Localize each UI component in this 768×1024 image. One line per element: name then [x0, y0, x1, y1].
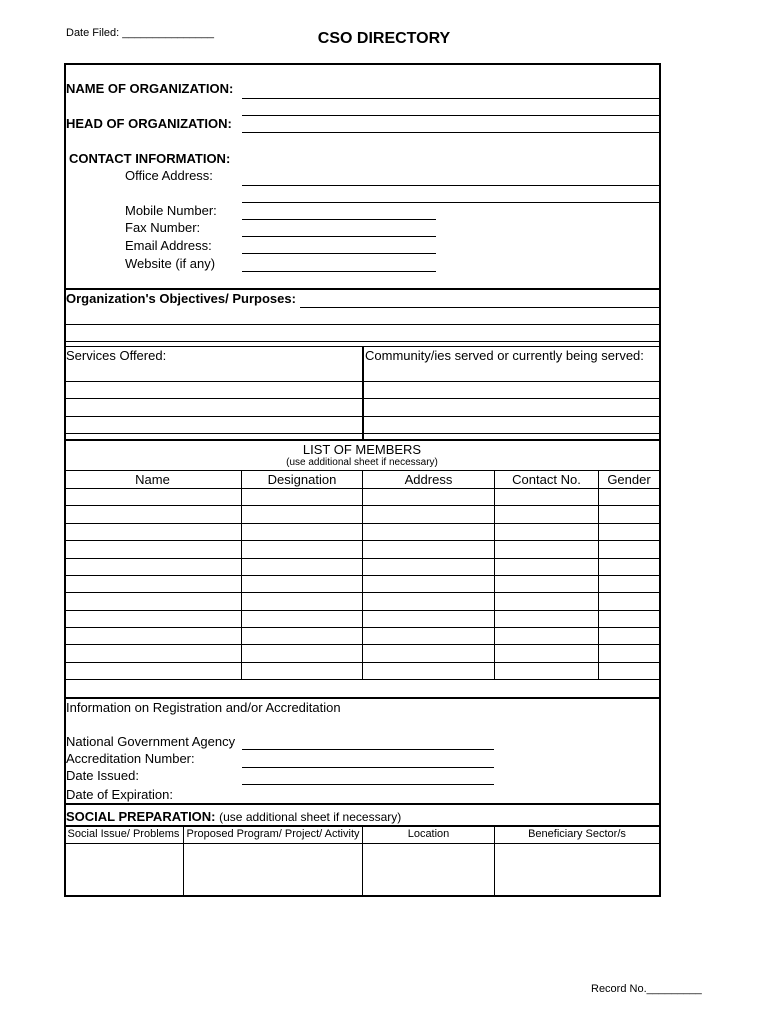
- members-row-line[interactable]: [64, 679, 660, 680]
- org-name-line[interactable]: [242, 98, 660, 99]
- members-row-line[interactable]: [64, 523, 660, 524]
- office-address-label: Office Address:: [125, 168, 213, 183]
- members-row-line[interactable]: [64, 488, 660, 489]
- org-name-line-2[interactable]: [242, 115, 660, 116]
- org-head-label: HEAD OF ORGANIZATION:: [66, 116, 232, 131]
- agency-label: National Government Agency: [66, 734, 236, 749]
- office-address-line[interactable]: [242, 185, 660, 186]
- social-col-issue: Social Issue/ Problems: [67, 828, 180, 840]
- members-row-line[interactable]: [64, 540, 660, 541]
- section-divider: [64, 803, 661, 805]
- services-row-line[interactable]: [64, 433, 660, 434]
- members-row-line[interactable]: [64, 592, 660, 593]
- members-row-line[interactable]: [64, 558, 660, 559]
- objectives-line-2[interactable]: [64, 324, 660, 325]
- office-address-line-2[interactable]: [242, 202, 660, 203]
- website-line[interactable]: [242, 271, 436, 272]
- fax-label: Fax Number:: [125, 220, 201, 235]
- section-divider: [64, 439, 661, 441]
- page-title-text: CSO DIRECTORY: [317, 30, 451, 47]
- social-col-location: Location: [407, 828, 450, 840]
- date-issued-line[interactable]: [242, 784, 494, 785]
- contact-heading: CONTACT INFORMATION:: [69, 151, 231, 166]
- date-issued-label: Date Issued:: [66, 768, 139, 783]
- website-label: Website (if any): [125, 256, 216, 271]
- community-served-label: Community/ies served or currently being served:: [365, 348, 644, 363]
- members-col-gender: Gender: [607, 472, 651, 487]
- members-row-line[interactable]: [64, 575, 660, 576]
- social-prep-note: (use additional sheet if necessary): [219, 810, 402, 824]
- social-col-program: Proposed Program/ Project/ Activity: [186, 828, 360, 840]
- accreditation-line[interactable]: [242, 767, 494, 768]
- objectives-label: Organization's Objectives/ Purposes:: [66, 291, 296, 306]
- section-divider: [64, 697, 661, 699]
- services-row-line[interactable]: [64, 381, 660, 382]
- services-row-line[interactable]: [64, 416, 660, 417]
- members-row-line[interactable]: [64, 644, 660, 645]
- members-col-name: Name: [135, 472, 170, 487]
- members-col-designation: Designation: [267, 472, 337, 487]
- date-expiration-label: Date of Expiration:: [66, 787, 173, 802]
- email-label: Email Address:: [125, 238, 212, 253]
- mobile-line[interactable]: [242, 219, 436, 220]
- members-title: LIST OF MEMBERS: [302, 442, 422, 457]
- section-divider: [64, 288, 661, 290]
- date-filed-label: Date Filed: _______________: [66, 27, 215, 39]
- objectives-line[interactable]: [300, 307, 660, 308]
- accreditation-label: Accreditation Number:: [66, 751, 195, 766]
- objectives-line-3[interactable]: [64, 341, 660, 342]
- members-subtitle: (use additional sheet if necessary): [286, 457, 438, 468]
- agency-line[interactable]: [242, 749, 494, 750]
- org-name-label: NAME OF ORGANIZATION:: [66, 81, 234, 96]
- social-prep-title: SOCIAL PREPARATION:: [66, 809, 216, 824]
- page-title: [0, 30, 768, 48]
- members-col-contact: Contact No.: [512, 472, 581, 487]
- services-divider: [362, 346, 364, 440]
- social-prep-entry-area[interactable]: [65, 844, 659, 894]
- services-row-line[interactable]: [64, 398, 660, 399]
- social-col-beneficiary: Beneficiary Sector/s: [528, 828, 626, 840]
- members-row-line[interactable]: [64, 662, 660, 663]
- services-offered-label: Services Offered:: [66, 348, 167, 363]
- mobile-label: Mobile Number:: [125, 203, 217, 218]
- record-no-label: Record No._________: [591, 983, 702, 995]
- members-row-line[interactable]: [64, 610, 660, 611]
- org-head-line[interactable]: [242, 132, 660, 133]
- members-row-line[interactable]: [64, 505, 660, 506]
- members-col-address: Address: [404, 472, 453, 487]
- registration-heading: Information on Registration and/or Accreditation: [66, 700, 341, 715]
- email-line[interactable]: [242, 253, 436, 254]
- fax-line[interactable]: [242, 236, 436, 237]
- members-row-line[interactable]: [64, 627, 660, 628]
- social-prep-heading: [66, 809, 401, 824]
